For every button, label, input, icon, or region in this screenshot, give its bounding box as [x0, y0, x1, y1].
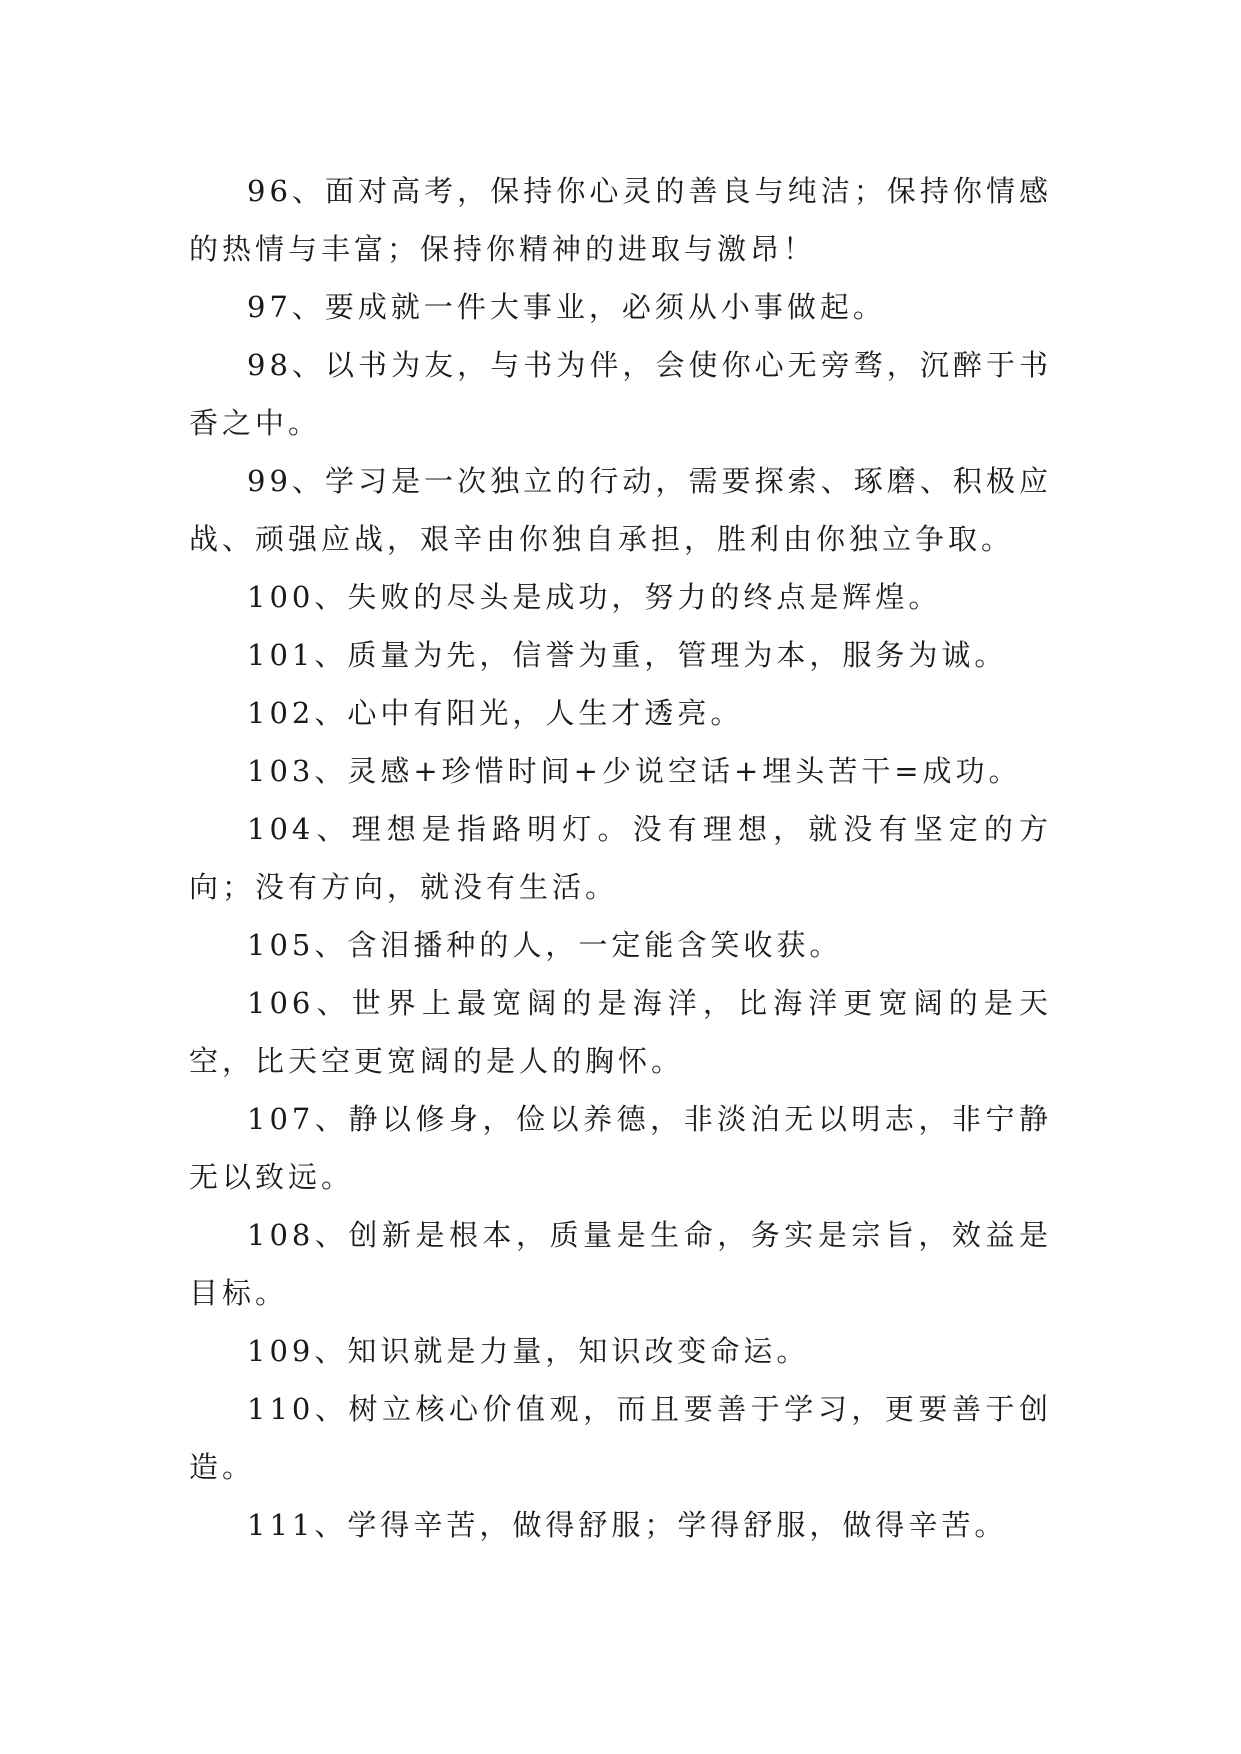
- paragraph-107: 107、静以修身，俭以养德，非淡泊无以明志，非宁静无以致远。: [189, 1102, 1052, 1194]
- paragraph-99: 99、学习是一次独立的行动，需要探索、琢磨、积极应战、顽强应战，艰辛由你独自承担，胜利由你独立争取。: [189, 464, 1052, 556]
- paragraph-108: 108、创新是根本，质量是生命，务实是宗旨，效益是目标。: [189, 1218, 1052, 1310]
- paragraph-104: 104、理想是指路明灯。没有理想，就没有坚定的方向；没有方向，就没有生活。: [189, 812, 1052, 904]
- paragraph-103: 103、灵感+珍惜时间+少说空话+埋头苦干=成功。: [247, 754, 1022, 788]
- paragraph-101: 101、质量为先，信誉为重，管理为本，服务为诚。: [247, 638, 1008, 672]
- paragraph-106: 106、世界上最宽阔的是海洋，比海洋更宽阔的是天空，比天空更宽阔的是人的胸怀。: [189, 986, 1052, 1078]
- paragraph-100: 100、失败的尽头是成功，努力的终点是辉煌。: [247, 580, 942, 614]
- paragraph-109: 109、知识就是力量，知识改变命运。: [247, 1334, 810, 1368]
- paragraph-96: 96、面对高考，保持你心灵的善良与纯洁；保持你情感的热情与丰富；保持你精神的进取与激昂！: [189, 174, 1052, 266]
- paragraph-111: 111、学得辛苦，做得舒服；学得舒服，做得辛苦。: [247, 1508, 1008, 1542]
- paragraph-98: 98、以书为友，与书为伴，会使你心无旁骛，沉醉于书香之中。: [189, 348, 1052, 440]
- paragraph-110: 110、树立核心价值观，而且要善于学习，更要善于创造。: [189, 1392, 1052, 1484]
- paragraph-102: 102、心中有阳光，人生才透亮。: [247, 696, 744, 730]
- paragraph-97: 97、要成就一件大事业，必须从小事做起。: [247, 290, 886, 324]
- paragraph-105: 105、含泪播种的人，一定能含笑收获。: [247, 928, 843, 962]
